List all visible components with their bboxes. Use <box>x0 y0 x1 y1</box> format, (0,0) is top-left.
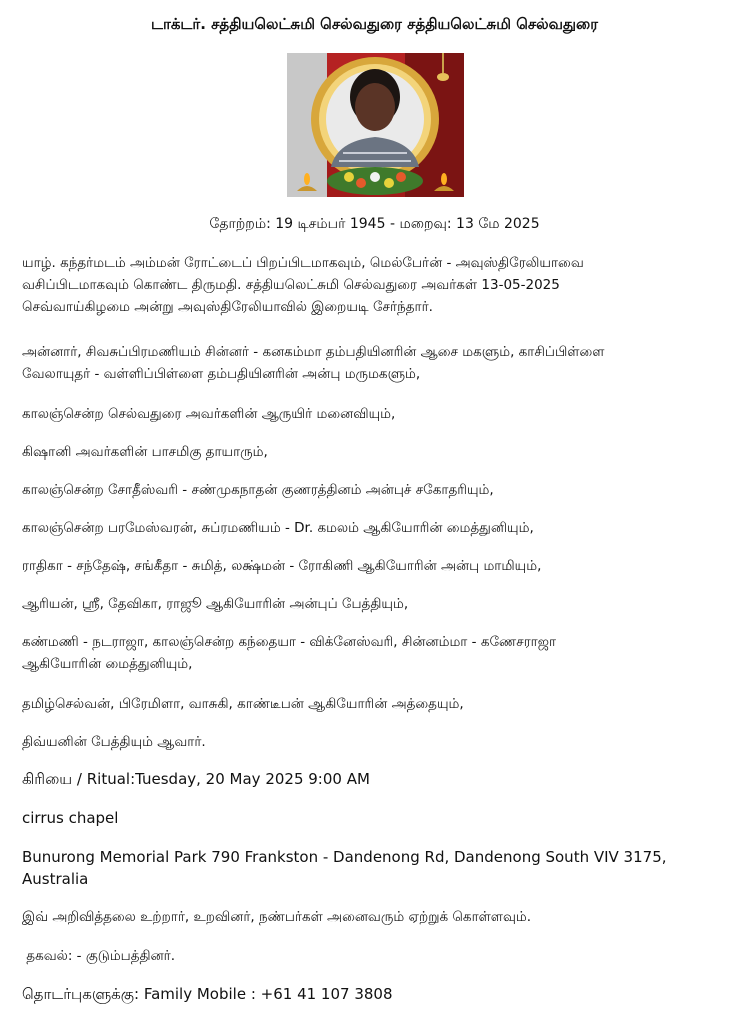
aunt-line: ராதிகா - சந்தேஷ், சங்கீதா - சுமித், லக்ஷ்மன் - ரோகிணி ஆகியோரின் அன்பு மாமியும், <box>22 558 542 574</box>
wife-line: காலஞ்சென்ற செல்வதுரை அவர்களின் ஆருயிர் மனைவியும், <box>22 406 396 422</box>
sister-line: காலஞ்சென்ற சோதீஸ்வரி - சண்முகநாதன் குணரத்தினம் அன்புச் சகோதரியும், <box>22 482 494 498</box>
intro-paragraph <box>22 252 732 318</box>
birth-death-dates: தோற்றம்: 19 டிசம்பர் 1945 - மறைவு: 13 மே 2025 <box>209 216 540 232</box>
portrait-photo-with-floral-frame-icon <box>287 53 464 197</box>
inlaw-line: கண்மணி - நடராஜா, காலஞ்சென்ற கந்தையா - விக்னேஸ்வரி, சின்னம்மா - கணேசராஜா <box>22 634 557 650</box>
inlaw-paragraph <box>22 631 732 675</box>
intro-line: யாழ். கந்தர்மடம் அம்மன் ரோட்டைப் பிறப்பிடமாகவும், மெல்பேர்ன் - அவுஸ்திரேலியாவை <box>22 255 584 271</box>
cousin-line: காலஞ்சென்ற பரமேஸ்வரன், சுப்ரமணியம் - Dr. கமலம் ஆகியோரின் மைத்துனியும், <box>22 520 534 536</box>
grandmother-line: ஆரியன், ஸ்ரீ, தேவிகா, ராஜூ ஆகியோரின் அன்புப் பேத்தியும், <box>22 596 409 612</box>
page-title: டாக்டர். சத்தியலெட்சுமி செல்வதுரை சத்தியலெட்சுமி செல்வதுரை <box>151 15 598 33</box>
parents-paragraph <box>22 341 732 385</box>
parents-line: வேலாயுதர் - வள்ளிப்பிள்ளை தம்பதியினரின் அன்பு மருமகளும், <box>22 366 421 382</box>
intro-line: வசிப்பிடமாகவும் கொண்ட திருமதி. சத்தியலெட்சுமி செல்வதுரை அவர்கள் 13-05-2025 <box>22 277 560 293</box>
portrait-photo <box>287 53 464 197</box>
info-line: தகவல்: - குடும்பத்தினர். <box>22 948 176 964</box>
address-line: Australia <box>22 870 89 888</box>
address-line: Bunurong Memorial Park 790 Frankston - Dandenong Rd, Dandenong South VIV 3175, <box>22 848 667 866</box>
contact-line: தொடர்புகளுக்கு: Family Mobile : +61 41 107 3808 <box>22 985 393 1003</box>
athai-line: தமிழ்செல்வன், பிரேமிளா, வாசுகி, காண்டீபன் ஆகியோரின் அத்தையும், <box>22 696 464 712</box>
ritual-line: கிரியை / Ritual:Tuesday, 20 May 2025 9:00 AM <box>22 770 370 788</box>
chapel-line: cirrus chapel <box>22 809 119 827</box>
mother-line: கிஷானி அவர்களின் பாசமிகு தாயாரும், <box>22 444 268 460</box>
parents-line: அன்னார், சிவசுப்பிரமணியம் சின்னர் - கனகம்மா தம்பதியினரின் ஆசை மகளும், காசிப்பிள்ளை <box>22 344 605 360</box>
divyan-line: திவ்யனின் பேத்தியும் ஆவார். <box>22 734 206 750</box>
intro-line: செவ்வாய்கிழமை அன்று அவுஸ்திரேலியாவில் இறையடி சேர்ந்தார். <box>22 299 433 315</box>
address-paragraph <box>22 846 732 890</box>
inlaw-line: ஆகியோரின் மைத்துனியும், <box>22 656 193 672</box>
notice-line: இவ் அறிவித்தலை உற்றார், உறவினர், நண்பர்கள் அனைவரும் ஏற்றுக் கொள்ளவும். <box>22 909 532 925</box>
